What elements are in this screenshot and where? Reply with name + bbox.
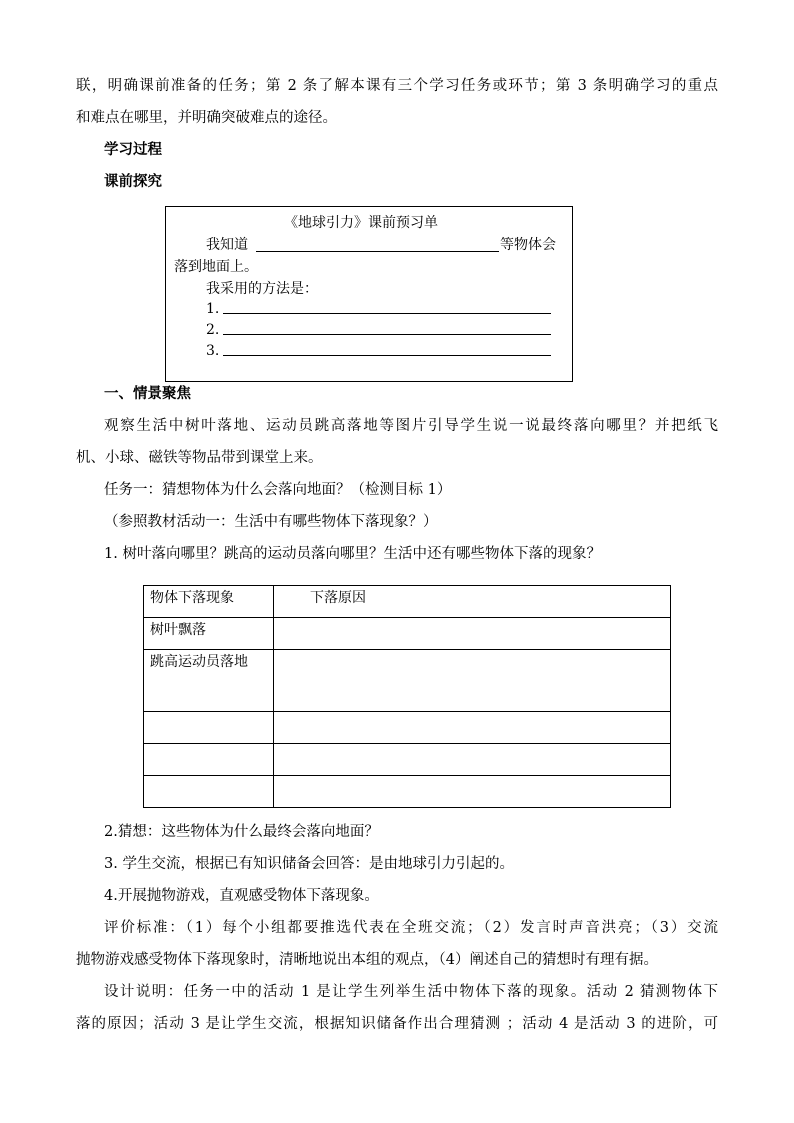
falling-phenomena-table bbox=[143, 585, 671, 808]
table-cell-cause[interactable] bbox=[274, 650, 671, 712]
heading-learning-process: 学习过程 bbox=[104, 141, 162, 158]
preview-item-3: 3. bbox=[206, 343, 220, 359]
intro-line-2: 和难点在哪里，并明确突破难点的途径。 bbox=[76, 110, 337, 126]
section-1-para-line-1: 观察生活中树叶落地、运动员跳高落地等图片引导学生说一说最终落向哪里？并把纸飞 bbox=[104, 418, 718, 434]
heading-pre-class: 课前探究 bbox=[104, 173, 162, 190]
preview-line1-prefix: 我知道 bbox=[206, 237, 248, 253]
question-1: 1. 树叶落向哪里？跳高的运动员落向哪里？生活中还有哪些物体下落的现象？ bbox=[104, 546, 601, 562]
intro-line-1: 联，明确课前准备的任务；第 2 条了解本课有三个学习任务或环节；第 3 条明确学习的重点 bbox=[76, 78, 718, 94]
table-row bbox=[144, 776, 671, 808]
preview-item-1: 1. bbox=[206, 301, 220, 317]
table-cell-phenomenon: 跳高运动员落地 bbox=[144, 650, 274, 712]
table-header-phenomenon: 物体下落现象 bbox=[144, 586, 274, 618]
preview-line2: 落到地面上。 bbox=[174, 259, 258, 275]
section-1-para-line-2: 机、小球、磁铁等物品带到课堂上来。 bbox=[76, 450, 323, 466]
preview-item-2: 2. bbox=[206, 322, 220, 338]
design-note-line-1: 设计说明：任务一中的活动 1 是让学生列举生活中物体下落的现象。活动 2 猜测物体下 bbox=[104, 984, 718, 1000]
preview-blank-3[interactable] bbox=[223, 355, 551, 356]
evaluation-line-2: 抛物游戏感受物体下落现象时，清晰地说出本组的观点，（4）阐述自己的猜想时有理有据。 bbox=[76, 952, 658, 968]
table-cell-phenomenon: 树叶飘落 bbox=[144, 618, 274, 650]
preview-title: 《地球引力》课前预习单 bbox=[284, 215, 438, 231]
table-header-row bbox=[144, 586, 671, 618]
evaluation-line-1: 评价标准：（1）每个小组都要推选代表在全班交流；（2）发言时声音洪亮；（3）交流 bbox=[104, 920, 718, 936]
table-cell-phenomenon[interactable] bbox=[144, 712, 274, 744]
table-cell-cause[interactable] bbox=[274, 618, 671, 650]
table-cell-phenomenon[interactable] bbox=[144, 776, 274, 808]
preview-worksheet-box bbox=[165, 206, 573, 382]
table-row bbox=[144, 744, 671, 776]
preview-blank-1[interactable] bbox=[223, 313, 551, 314]
table-cell-cause[interactable] bbox=[274, 776, 671, 808]
task-1-title: 任务一：猜想物体为什么会落向地面？（检测目标 1） bbox=[104, 482, 452, 498]
section-1-heading: 一、情景聚焦 bbox=[104, 385, 191, 402]
item-3-discussion: 3. 学生交流，根据已有知识储备会回答：是由地球引力引起的。 bbox=[104, 856, 514, 872]
table-cell-cause[interactable] bbox=[274, 744, 671, 776]
item-2-guess: 2.猜想：这些物体为什么最终会落向地面？ bbox=[104, 824, 379, 840]
table-cell-cause[interactable] bbox=[274, 712, 671, 744]
table-row bbox=[144, 618, 671, 650]
table-header-cause: 下落原因 bbox=[274, 586, 671, 618]
preview-line1-suffix: 等物体会 bbox=[500, 237, 556, 253]
preview-blank-objects[interactable] bbox=[256, 251, 499, 252]
design-note-line-2: 落的原因；活动 3 是让学生交流，根据知识储备作出合理猜测 ；活动 4 是活动 3 的进阶，可 bbox=[76, 1016, 718, 1032]
preview-blank-2[interactable] bbox=[223, 334, 551, 335]
task-1-reference: （参照教材活动一：生活中有哪些物体下落现象？） bbox=[104, 514, 438, 530]
preview-method-label: 我采用的方法是： bbox=[206, 281, 318, 297]
item-4-game: 4.开展抛物游戏，直观感受物体下落现象。 bbox=[104, 888, 379, 904]
table-row bbox=[144, 650, 671, 712]
table-cell-phenomenon[interactable] bbox=[144, 744, 274, 776]
table-row bbox=[144, 712, 671, 744]
